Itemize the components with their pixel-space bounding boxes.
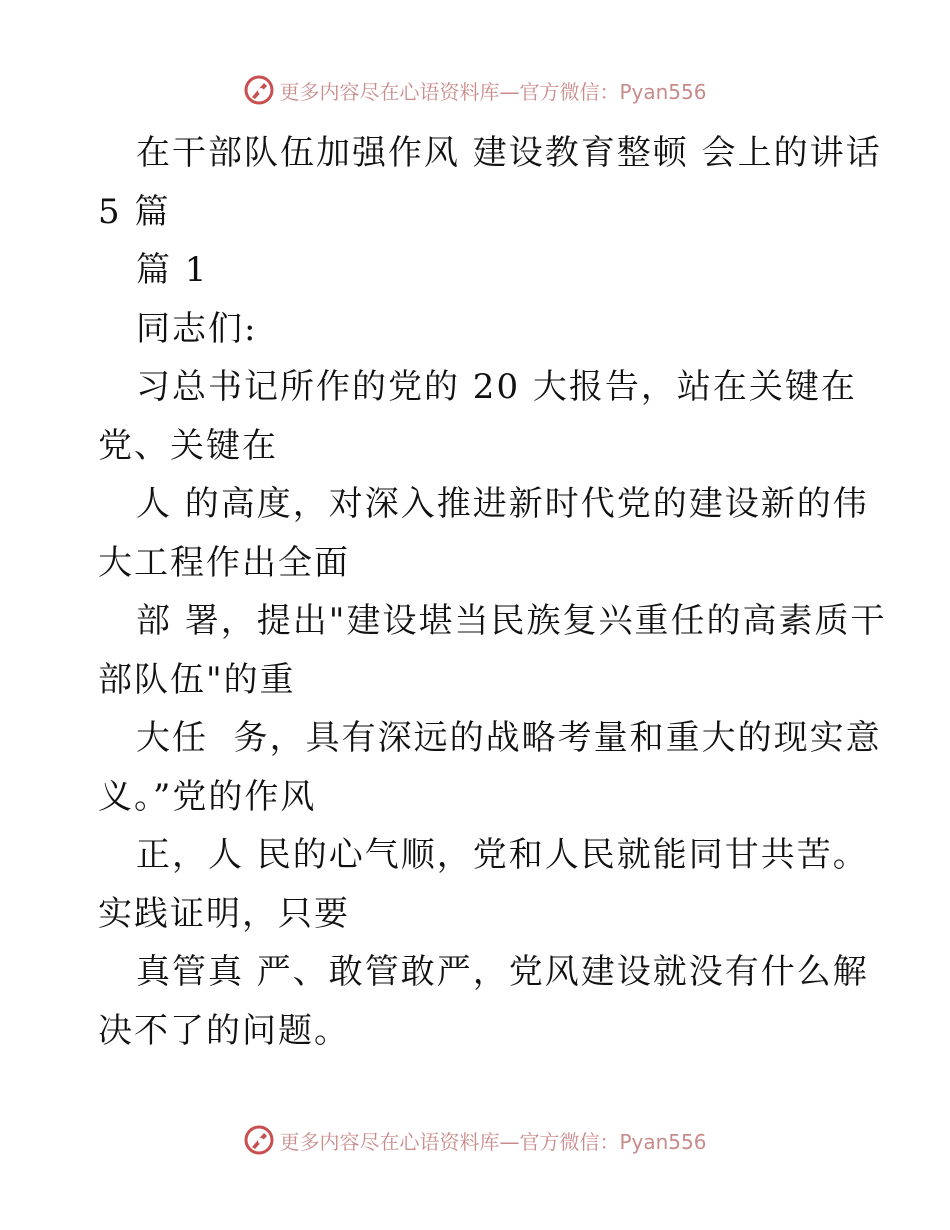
watermark-text: 更多内容尽在心语资料库—官方微信：Pyan556: [279, 1129, 707, 1154]
doc-title-line-2: 5 篇: [98, 191, 171, 232]
pen-logo-icon: [243, 74, 275, 106]
watermark-header: [0, 72, 950, 108]
watermark-text: 更多内容尽在心语资料库—官方微信：Pyan556: [279, 79, 707, 104]
salutation: 同志们:: [136, 308, 258, 349]
paragraph-line: 实践证明，只要: [98, 893, 350, 934]
paragraph-line: 大工程作出全面: [98, 542, 350, 583]
document-body: [98, 124, 887, 1060]
paragraph-line: 习总书记所作的党的 20 大报告，站在关键在: [136, 367, 857, 407]
paragraph-line: 党、关键在: [98, 425, 278, 466]
section-heading: 篇 1: [136, 250, 209, 290]
paragraph-line: 真管真 严、敢管敢严，党风建设就没有什么解: [136, 952, 869, 992]
paragraph-line: 部 署，提出"建设堪当民族复兴重任的高素质干: [136, 601, 887, 641]
paragraph-line: 部队伍"的重: [98, 659, 296, 700]
paragraph-line: 决不了的问题。: [98, 1010, 350, 1051]
doc-title-line-1: 在干部队伍加强作风 建设教育整顿 会上的讲话: [136, 133, 882, 173]
watermark-footer: [0, 1122, 950, 1158]
paragraph-line: 大任 务，具有深远的战略考量和重大的现实意: [136, 718, 882, 758]
paragraph-line: 正，人 民的心气顺，党和人民就能同甘共苦。: [136, 835, 869, 875]
paragraph-line: 人 的高度，对深入推进新时代党的建设新的伟: [136, 484, 869, 524]
pen-logo-icon: [243, 1124, 275, 1156]
paragraph-line: 义。”党的作风: [98, 776, 317, 817]
